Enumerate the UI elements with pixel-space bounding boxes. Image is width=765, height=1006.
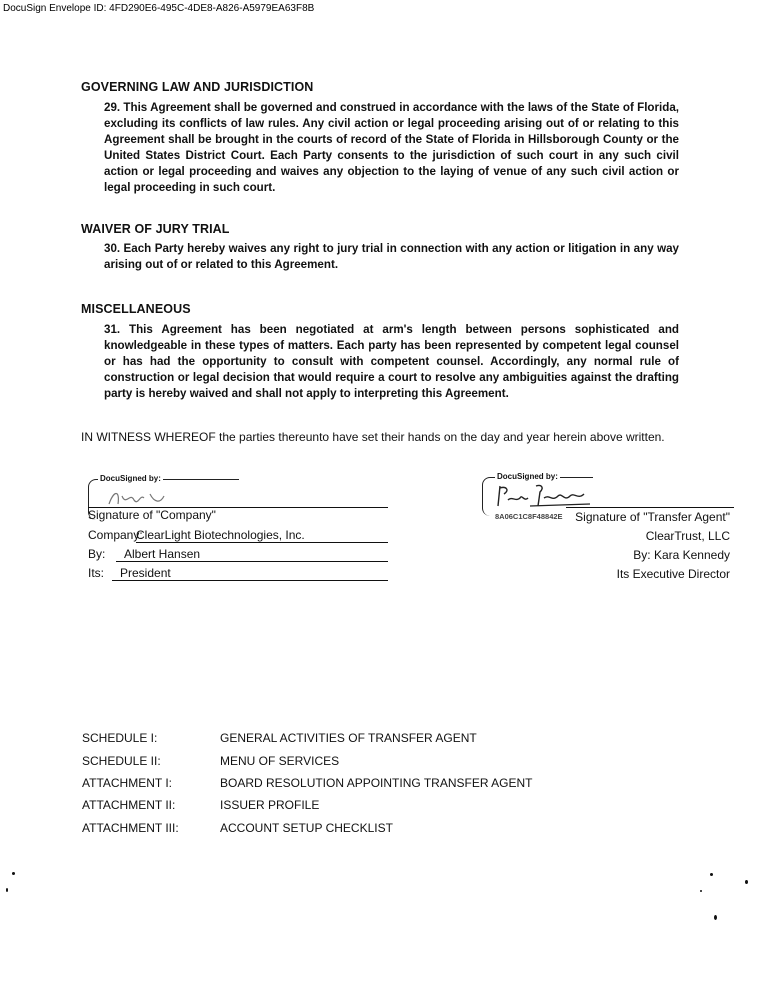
transfer-agent-company: ClearTrust, LLC: [645, 529, 730, 543]
by-value-text: Albert Hansen: [124, 547, 201, 561]
company-label: Company:: [88, 528, 143, 542]
scan-speck: [745, 880, 748, 884]
attachment-1-value: BOARD RESOLUTION APPOINTING TRANSFER AGENT: [220, 776, 533, 790]
transfer-agent-by: By: Kara Kennedy: [633, 548, 730, 562]
attachment-3-label: ATTACHMENT III:: [82, 821, 179, 835]
its-value: [112, 566, 388, 581]
scan-speck: [714, 915, 717, 920]
attachment-1-label: ATTACHMENT I:: [82, 776, 172, 790]
company-signature-caption: Signature of "Company": [88, 508, 216, 522]
company-value: [136, 528, 388, 543]
section-title-jury-trial: WAIVER OF JURY TRIAL: [81, 222, 230, 236]
scan-speck: [710, 873, 713, 876]
schedule-2-label: SCHEDULE II:: [82, 754, 161, 768]
schedule-1-value: GENERAL ACTIVITIES OF TRANSFER AGENT: [220, 731, 477, 745]
docusigned-label-left: DocuSigned by:: [100, 474, 161, 483]
attachment-3-value: ACCOUNT SETUP CHECKLIST: [220, 821, 393, 835]
schedule-1-label: SCHEDULE I:: [82, 731, 158, 745]
scan-speck: [6, 888, 8, 892]
docusign-envelope-id: DocuSign Envelope ID: 4FD290E6-495C-4DE8-A826-A5979EA63F8B: [3, 3, 315, 14]
transfer-agent-caption: Signature of "Transfer Agent": [575, 510, 730, 524]
company-value-text: ClearLight Biotechnologies, Inc.: [136, 528, 305, 542]
its-value-text: President: [120, 566, 171, 580]
scan-speck: [700, 890, 702, 892]
section-title-miscellaneous: MISCELLANEOUS: [81, 302, 191, 316]
by-label: By:: [88, 547, 106, 561]
scan-speck: [12, 872, 15, 875]
its-label: Its:: [88, 566, 105, 580]
docusigned-label-right: DocuSigned by:: [497, 472, 558, 481]
schedule-2-value: MENU OF SERVICES: [220, 754, 340, 768]
witness-clause: IN WITNESS WHEREOF the parties thereunto have set their hands on the day and year herein above written.: [81, 430, 665, 444]
paragraph-29: 29. This Agreement shall be governed and construed in accordance with the laws of the State of Florida, excluding its conflicts of law rules. Any civil action or legal proceeding arising out of or relating to this Agreement shall be brought in the courts of record of the State of Florida in Hillsborough County or the United States District Court. Each Party consents to the jurisdiction of such court in any such civil action or legal proceeding and waives any objection to the laying of venue of any such civil action or legal proceeding in such court.: [104, 101, 679, 194]
by-value: [116, 547, 388, 562]
transfer-agent-title: Its Executive Director: [616, 567, 730, 581]
paragraph-30: 30. Each Party hereby waives any right to jury trial in connection with any action or litigation in any way arising out of or related to this Agreement.: [104, 242, 679, 271]
attachment-2-label: ATTACHMENT II:: [82, 798, 176, 812]
section-title-governing-law: GOVERNING LAW AND JURISDICTION: [81, 80, 314, 94]
signer-id: 8A06C1C8F48842E: [495, 512, 563, 521]
attachment-2-value: ISSUER PROFILE: [220, 798, 320, 812]
paragraph-31: 31. This Agreement has been negotiated at arm's length between persons sophisticated and knowledgeable in these types of matters. Each party has been represented by competent legal counsel or has had the opportunity to consult with competent counsel. Accordingly, any normal rule of construction or legal decision that would require a court to resolve any ambiguities against the drafting party is hereby waived and shall not apply to interpreting this Agreement.: [104, 323, 679, 400]
